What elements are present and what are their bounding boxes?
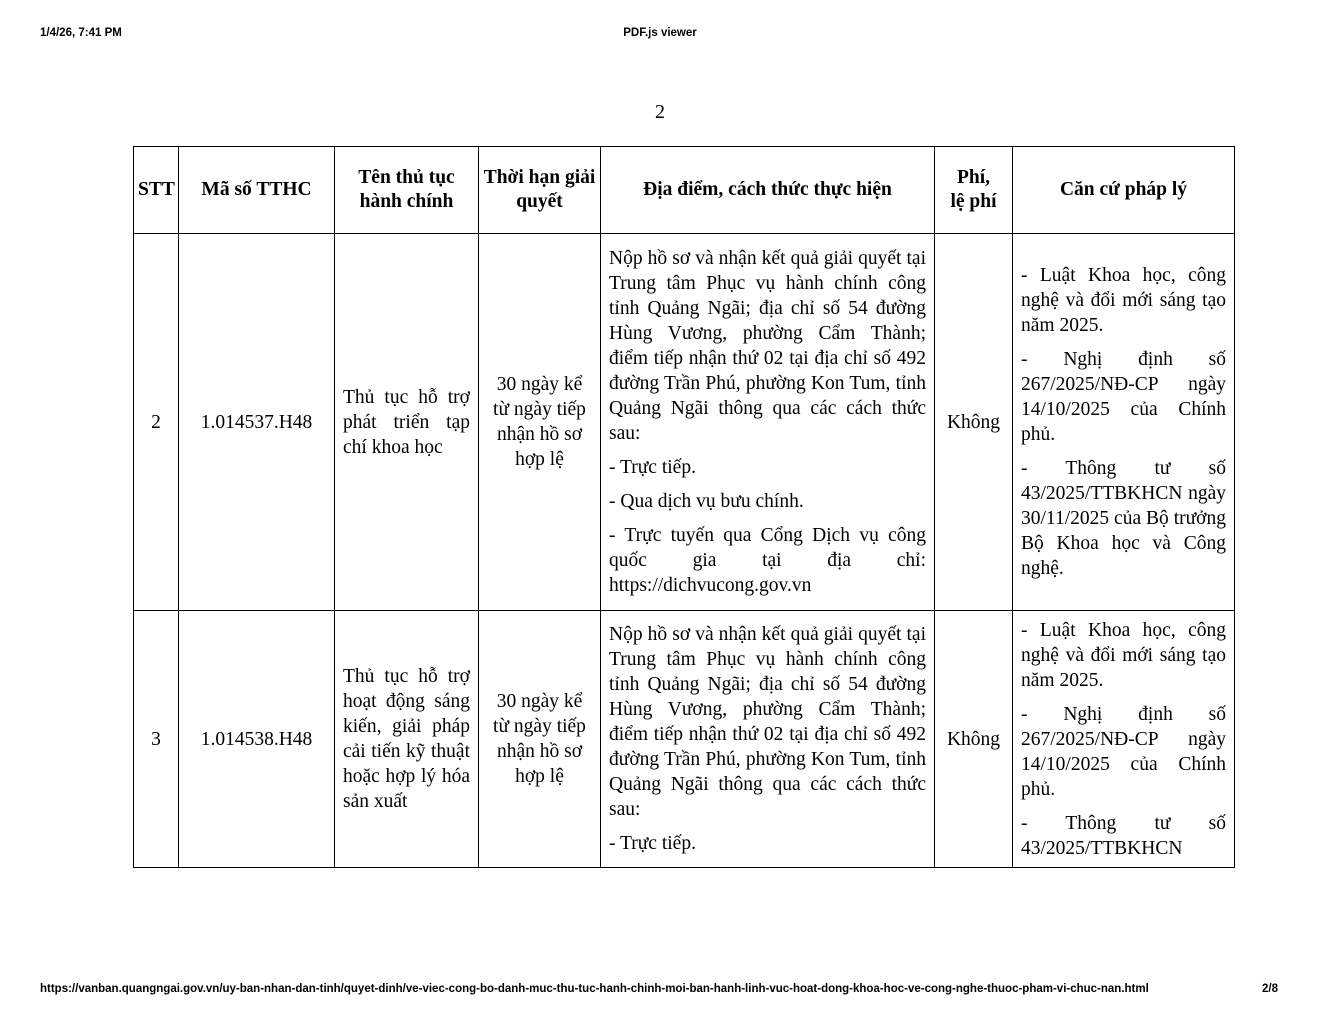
row-deadline: 30 ngày kể từ ngày tiếp nhận hồ sơ hợp lệ (479, 611, 601, 868)
row-fee: Không (935, 611, 1013, 868)
page-number: 2 (655, 101, 665, 123)
page-url: https://vanban.quangngai.gov.vn/uy-ban-nhan-dan-tinh/quyet-dinh/ve-viec-cong-bo-danh-muc-thu-tuc-hanh-chinh-moi-ban-hanh-linh-vuc-hoat-dong-khoa-hoc-ve-cong-nghe-thuoc-pham-vi-chuc-nan.html (40, 983, 1149, 995)
row-code: 1.014538.H48 (179, 611, 335, 868)
place-paragraph: Nộp hồ sơ và nhận kết quả giải quyết tại Trung tâm Phục vụ hành chính công tỉnh Quảng Ngãi; địa chỉ số 54 đường Hùng Vương, phường Cẩm Thành; điểm tiếp nhận thứ 02 tại địa chỉ số 492 đường Trần Phú, phường Kon Tum, tỉnh Quảng Ngãi thông qua các cách thức sau: (609, 248, 926, 444)
row-legal (1013, 234, 1235, 611)
place-paragraph: Nộp hồ sơ và nhận kết quả giải quyết tại Trung tâm Phục vụ hành chính công tỉnh Quảng Ngãi; địa chỉ số 54 đường Hùng Vương, phường Cẩm Thành; điểm tiếp nhận thứ 02 tại địa chỉ số 492 đường Trần Phú, phường Kon Tum, tỉnh Quảng Ngãi thông qua các cách thức sau: (609, 624, 926, 820)
legal-paragraph: - Luật Khoa học, công nghệ và đổi mới sáng tạo năm 2025. (1021, 265, 1226, 336)
table-header-row (134, 147, 1235, 234)
table-row (134, 234, 1235, 611)
page-counter: 2/8 (1262, 983, 1278, 995)
place-paragraph: - Trực tuyến qua Cổng Dịch vụ công quốc gia tại địa chỉ: https://dichvucong.gov.vn (609, 525, 926, 596)
table-row (134, 611, 1235, 868)
procedures-table (133, 146, 1235, 868)
row-legal (1013, 611, 1235, 868)
legal-paragraph: - Thông tư số 43/2025/TTBKHCN (1021, 812, 1226, 859)
col-header-legal: Căn cứ pháp lý (1013, 147, 1235, 234)
row-name: Thủ tục hỗ trợ phát triển tạp chí khoa học (335, 234, 479, 611)
legal-paragraph: - Nghị định số 267/2025/NĐ-CP ngày 14/10/2025 của Chính phủ. (1021, 703, 1226, 800)
row-code: 1.014537.H48 (179, 234, 335, 611)
row-fee: Không (935, 234, 1013, 611)
row-place (601, 611, 935, 868)
place-paragraph: - Trực tiếp. (609, 457, 696, 478)
col-header-deadline: Thời hạn giải quyết (479, 147, 601, 234)
legal-paragraph: - Thông tư số 43/2025/TTBKHCN ngày 30/11/2025 của Bộ trưởng Bộ Khoa học và Công nghệ. (1021, 458, 1226, 579)
row-stt: 3 (134, 611, 179, 868)
col-header-stt: STT (134, 147, 179, 234)
legal-paragraph: - Luật Khoa học, công nghệ và đổi mới sáng tạo năm 2025. (1021, 619, 1226, 691)
print-date: 1/4/26, 7:41 PM (40, 27, 122, 39)
col-header-place: Địa điểm, cách thức thực hiện (601, 147, 935, 234)
row-deadline: 30 ngày kể từ ngày tiếp nhận hồ sơ hợp lệ (479, 234, 601, 611)
row-name: Thủ tục hỗ trợ hoạt động sáng kiến, giải pháp cải tiến kỹ thuật hoặc hợp lý hóa sản xuất (335, 611, 479, 868)
place-paragraph: - Trực tiếp. (609, 833, 696, 854)
row-stt: 2 (134, 234, 179, 611)
col-header-code: Mã số TTHC (179, 147, 335, 234)
legal-paragraph: - Nghị định số 267/2025/NĐ-CP ngày 14/10/2025 của Chính phủ. (1021, 349, 1226, 445)
row-place (601, 234, 935, 611)
viewer-title: PDF.js viewer (623, 27, 697, 39)
col-header-name: Tên thủ tục hành chính (335, 147, 479, 234)
col-header-fee: Phí, lệ phí (935, 147, 1013, 234)
place-paragraph: - Qua dịch vụ bưu chính. (609, 491, 804, 512)
